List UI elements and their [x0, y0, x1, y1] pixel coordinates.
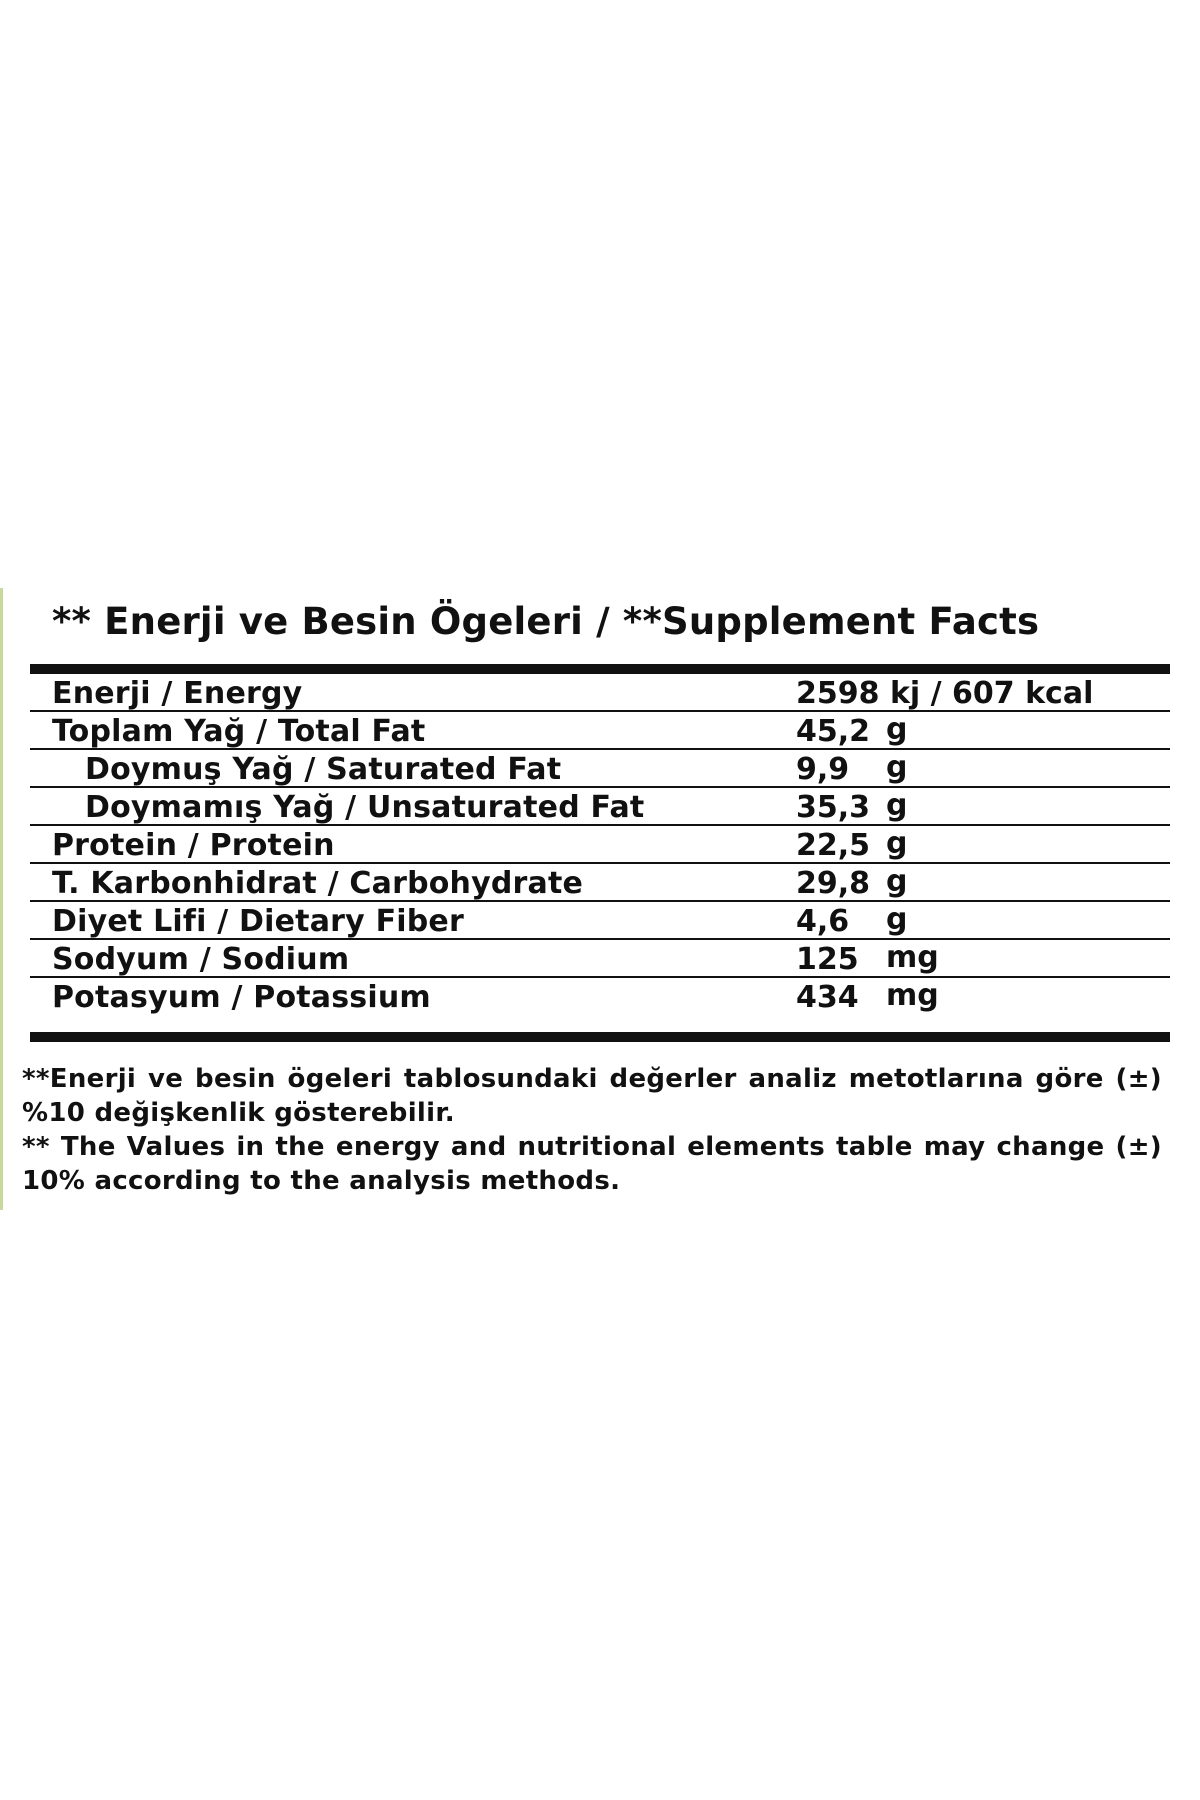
table-row-energy	[30, 674, 1170, 712]
row-unit: g	[886, 788, 908, 823]
table-row-potassium	[30, 978, 1170, 1016]
row-value: 35,3	[796, 790, 871, 825]
table-row-carbohydrate	[30, 864, 1170, 902]
row-value: 434	[796, 980, 859, 1015]
row-unit: g	[886, 826, 908, 861]
row-unit: mg	[886, 940, 939, 975]
left-accent-line	[0, 588, 3, 1210]
table-row-sodium	[30, 940, 1170, 978]
row-label: Sodyum / Sodium	[52, 942, 350, 977]
table-row-protein	[30, 826, 1170, 864]
row-value: 22,5	[796, 828, 871, 863]
row-value: 45,2	[796, 714, 871, 749]
row-unit: mg	[886, 978, 939, 1013]
row-unit: g	[886, 864, 908, 899]
facts-title: ** Enerji ve Besin Ögeleri / **Supplement Facts	[52, 600, 1040, 643]
row-label: Diyet Lifi / Dietary Fiber	[52, 904, 464, 939]
row-label: Toplam Yağ / Total Fat	[52, 714, 426, 749]
row-unit: g	[886, 902, 908, 937]
row-value: 29,8	[796, 866, 871, 901]
row-label: T. Karbonhidrat / Carbohydrate	[52, 866, 584, 901]
disclaimer-turkish: **Enerji ve besin ögeleri tablosundaki değerler analiz metotlarına göre (±) %10 değişkenlik gösterebilir.	[22, 1064, 1162, 1128]
row-label: Enerji / Energy	[52, 676, 303, 711]
row-value: 9,9	[796, 752, 850, 787]
row-unit: g	[886, 750, 908, 785]
table-row-unsaturated-fat	[30, 788, 1170, 826]
table-row-total-fat	[30, 712, 1170, 750]
facts-table	[30, 674, 1170, 1016]
disclaimer-english: ** The Values in the energy and nutritional elements table may change (±) 10% according to the analysis methods.	[22, 1132, 1162, 1196]
row-label: Protein / Protein	[52, 828, 335, 863]
bottom-thick-rule	[30, 1032, 1170, 1042]
row-label: Doymuş Yağ / Saturated Fat	[85, 752, 562, 787]
row-value: 125	[796, 942, 859, 977]
row-label: Potasyum / Potassium	[52, 980, 431, 1015]
row-value: 4,6	[796, 904, 850, 939]
row-label: Doymamış Yağ / Unsaturated Fat	[85, 790, 645, 825]
row-unit: g	[886, 712, 908, 747]
row-value: 2598 kj / 607 kcal	[796, 676, 1094, 711]
table-row-saturated-fat	[30, 750, 1170, 788]
table-row-dietary-fiber	[30, 902, 1170, 940]
top-thick-rule	[30, 664, 1170, 674]
